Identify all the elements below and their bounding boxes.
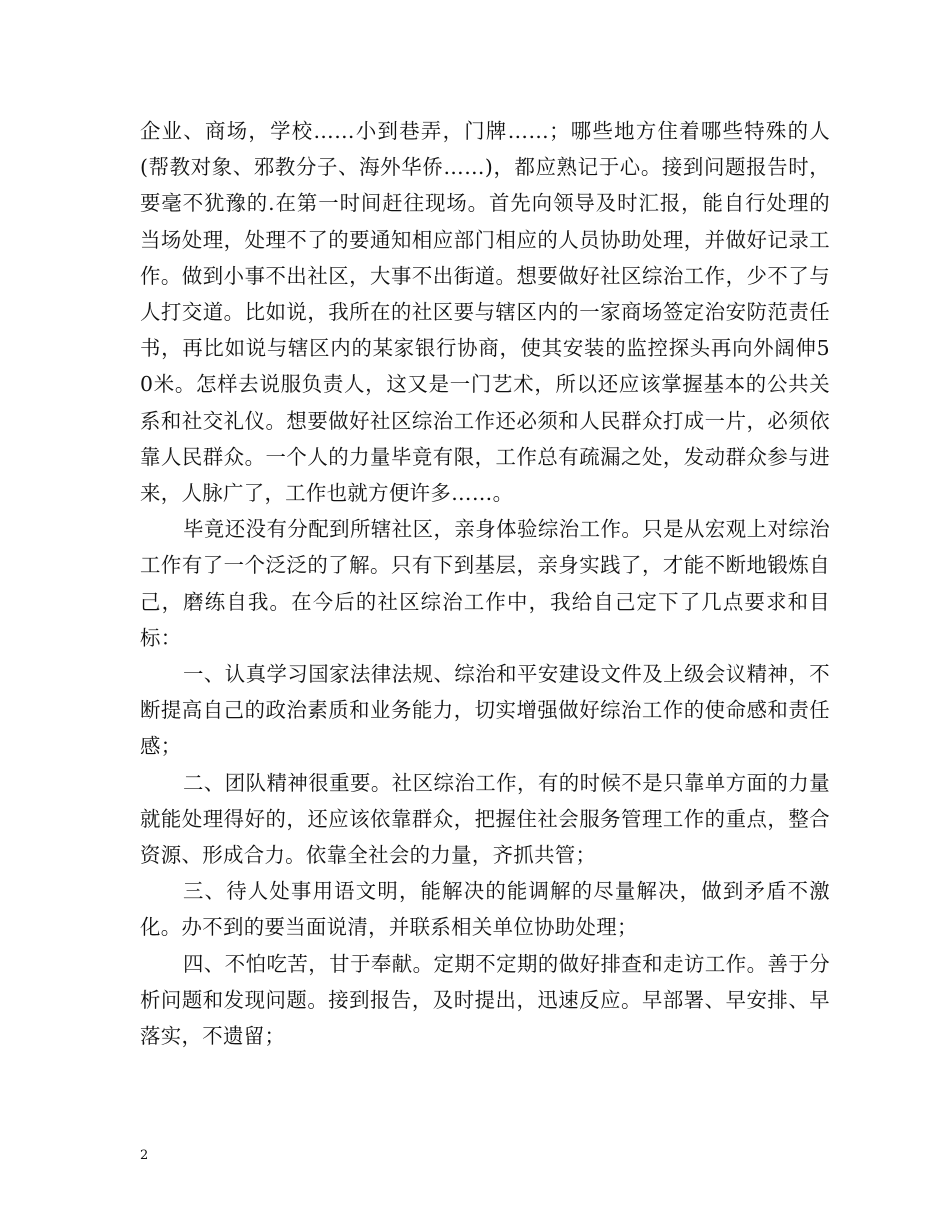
body-paragraph: 毕竟还没有分配到所辖社区，亲身体验综治工作。只是从宏观上对综治工作有了一个泛泛的了解。只有下到基层，亲身实践了，才能不断地锻炼自己，磨练自我。在今后的社区综治工作中，我给自己定下了几点要求和目标： xyxy=(140,517,830,650)
goal-item-4: 四、不怕吃苦，甘于奉献。定期不定期的做好排查和走访工作。善于分析问题和发现问题。接到报告，及时提出，迅速反应。早部署、早安排、早落实，不遗留； xyxy=(140,951,830,1049)
page-body xyxy=(140,113,830,1054)
goal-item-2: 二、团队精神很重要。社区综治工作，有的时候不是只靠单方面的力量就能处理得好的，还应该依靠群众，把握住社会服务管理工作的重点，整合资源、形成合力。依靠全社会的力量，齐抓共管； xyxy=(140,770,830,868)
page-number: 2 xyxy=(140,1148,149,1163)
goal-item-3: 三、待人处事用语文明，能解决的能调解的尽量解决，做到矛盾不激化。办不到的要当面说清，并联系相关单位协助处理； xyxy=(140,879,830,940)
body-paragraph-continued: 企业、商场，学校……小到巷弄，门牌……；哪些地方住着哪些特殊的人(帮教对象、邪教分子、海外华侨……)，都应熟记于心。接到问题报告时，要毫不犹豫的.在第一时间赶往现场。首先向领导及时汇报，能自行处理的当场处理，处理不了的要通知相应部门相应的人员协助处理，并做好记录工作。做到小事不出社区，大事不出街道。想要做好社区综治工作，少不了与人打交道。比如说，我所在的社区要与辖区内的一家商场签定治安防范责任书，再比如说与辖区内的某家银行协商，使其安装的监控探头再向外阔伸50米。怎样去说服负责人，这又是一门艺术，所以还应该掌握基本的公共关系和社交礼仪。想要做好社区综治工作还必须和人民群众打成一片，必须依靠人民群众。一个人的力量毕竟有限，工作总有疏漏之处，发动群众参与进来，人脉广了，工作也就方便许多……。 xyxy=(140,119,830,506)
goal-item-1: 一、认真学习国家法律法规、综治和平安建设文件及上级会议精神，不断提高自己的政治素质和业务能力，切实增强做好综治工作的使命感和责任感； xyxy=(140,662,830,759)
